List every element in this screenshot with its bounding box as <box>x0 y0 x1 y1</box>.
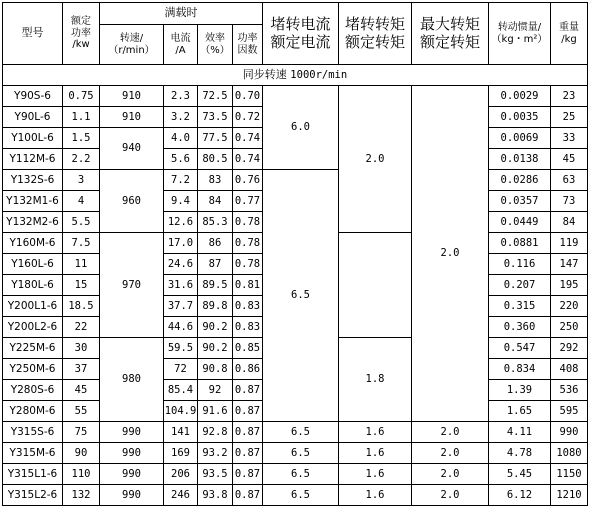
cell-inertia: 0.0029 <box>489 86 551 107</box>
cell-current: 85.4 <box>164 380 198 401</box>
cell-weight: 33 <box>551 128 588 149</box>
cell-weight: 23 <box>551 86 588 107</box>
cell-efficiency: 80.5 <box>198 149 233 170</box>
cell-efficiency: 92.8 <box>198 422 233 443</box>
cell-current: 12.6 <box>164 212 198 233</box>
cell-efficiency: 90.8 <box>198 359 233 380</box>
cell-current: 59.5 <box>164 338 198 359</box>
cell-max-torque: 2.0 <box>412 464 489 485</box>
cell-current: 44.6 <box>164 317 198 338</box>
header-power-factor: 功率 因数 <box>233 25 263 65</box>
cell-efficiency: 93.8 <box>198 485 233 506</box>
cell-power-factor: 0.87 <box>233 443 263 464</box>
cell-stall-torque: 1.6 <box>339 443 412 464</box>
cell-inertia: 0.0035 <box>489 107 551 128</box>
cell-stall-current-merged: 6.0 <box>263 86 339 170</box>
cell-efficiency: 90.2 <box>198 338 233 359</box>
cell-power-factor: 0.83 <box>233 296 263 317</box>
cell-inertia: 0.360 <box>489 317 551 338</box>
cell-inertia: 0.0881 <box>489 233 551 254</box>
cell-max-torque: 2.0 <box>412 443 489 464</box>
cell-power-factor: 0.83 <box>233 317 263 338</box>
cell-power: 2.2 <box>63 149 100 170</box>
cell-current: 2.3 <box>164 86 198 107</box>
cell-speed-merged: 970 <box>100 233 164 338</box>
cell-speed: 990 <box>100 464 164 485</box>
cell-current: 24.6 <box>164 254 198 275</box>
cell-weight: 408 <box>551 359 588 380</box>
section-row <box>3 65 588 86</box>
cell-efficiency: 91.6 <box>198 401 233 422</box>
cell-inertia: 0.0449 <box>489 212 551 233</box>
cell-power-factor: 0.74 <box>233 149 263 170</box>
cell-power-factor: 0.85 <box>233 338 263 359</box>
cell-stall-torque-blank <box>339 233 412 338</box>
cell-power: 3 <box>63 170 100 191</box>
cell-model: Y315L1-6 <box>3 464 63 485</box>
cell-efficiency: 73.5 <box>198 107 233 128</box>
cell-speed: 990 <box>100 422 164 443</box>
table-row <box>3 86 588 107</box>
cell-model: Y315L2-6 <box>3 485 63 506</box>
cell-current: 9.4 <box>164 191 198 212</box>
cell-efficiency: 85.3 <box>198 212 233 233</box>
cell-efficiency: 83 <box>198 170 233 191</box>
cell-current: 169 <box>164 443 198 464</box>
cell-stall-current-merged: 6.5 <box>263 170 339 422</box>
cell-power: 22 <box>63 317 100 338</box>
cell-power: 45 <box>63 380 100 401</box>
table-row <box>3 170 588 191</box>
cell-model: Y280M-6 <box>3 401 63 422</box>
cell-power: 110 <box>63 464 100 485</box>
cell-current: 4.0 <box>164 128 198 149</box>
cell-efficiency: 93.5 <box>198 464 233 485</box>
cell-stall-torque: 1.6 <box>339 422 412 443</box>
cell-weight: 73 <box>551 191 588 212</box>
cell-weight: 220 <box>551 296 588 317</box>
cell-stall-torque-merged: 2.0 <box>339 86 412 233</box>
cell-power-factor: 0.78 <box>233 254 263 275</box>
table-row <box>3 464 588 485</box>
cell-current: 72 <box>164 359 198 380</box>
cell-power-factor: 0.87 <box>233 380 263 401</box>
cell-current: 3.2 <box>164 107 198 128</box>
cell-efficiency: 87 <box>198 254 233 275</box>
cell-current: 141 <box>164 422 198 443</box>
cell-model: Y132M2-6 <box>3 212 63 233</box>
cell-inertia: 0.315 <box>489 296 551 317</box>
cell-weight: 1080 <box>551 443 588 464</box>
cell-stall-torque-merged: 1.8 <box>339 338 412 422</box>
cell-efficiency: 84 <box>198 191 233 212</box>
cell-current: 246 <box>164 485 198 506</box>
cell-efficiency: 89.5 <box>198 275 233 296</box>
cell-speed-merged: 980 <box>100 338 164 422</box>
cell-power-factor: 0.76 <box>233 170 263 191</box>
cell-efficiency: 89.8 <box>198 296 233 317</box>
cell-power: 90 <box>63 443 100 464</box>
cell-weight: 147 <box>551 254 588 275</box>
cell-power-factor: 0.81 <box>233 275 263 296</box>
cell-inertia: 6.12 <box>489 485 551 506</box>
cell-inertia: 0.0357 <box>489 191 551 212</box>
cell-stall-torque: 1.6 <box>339 485 412 506</box>
cell-power: 4 <box>63 191 100 212</box>
cell-inertia: 0.0138 <box>489 149 551 170</box>
cell-model: Y315M-6 <box>3 443 63 464</box>
cell-power: 18.5 <box>63 296 100 317</box>
cell-inertia: 1.65 <box>489 401 551 422</box>
cell-max-torque: 2.0 <box>412 485 489 506</box>
cell-model: Y315S-6 <box>3 422 63 443</box>
cell-inertia: 0.547 <box>489 338 551 359</box>
cell-power-factor: 0.70 <box>233 86 263 107</box>
cell-power-factor: 0.87 <box>233 401 263 422</box>
cell-model: Y160M-6 <box>3 233 63 254</box>
cell-power: 75 <box>63 422 100 443</box>
header-speed: 转速/ （r/min） <box>100 25 164 65</box>
cell-power: 0.75 <box>63 86 100 107</box>
cell-efficiency: 86 <box>198 233 233 254</box>
cell-model: Y225M-6 <box>3 338 63 359</box>
header-max-torque-ratio: 最大转矩 额定转矩 <box>412 3 489 65</box>
cell-weight: 1210 <box>551 485 588 506</box>
cell-inertia: 0.834 <box>489 359 551 380</box>
cell-power: 15 <box>63 275 100 296</box>
cell-inertia: 4.11 <box>489 422 551 443</box>
header-rated-power: 额定 功率 /kw <box>63 3 100 65</box>
cell-stall-torque: 1.6 <box>339 464 412 485</box>
cell-weight: 1150 <box>551 464 588 485</box>
cell-weight: 195 <box>551 275 588 296</box>
cell-current: 31.6 <box>164 275 198 296</box>
cell-power-factor: 0.77 <box>233 191 263 212</box>
header-stall-torque-ratio: 堵转转矩 额定转矩 <box>339 3 412 65</box>
cell-speed: 990 <box>100 443 164 464</box>
cell-power: 55 <box>63 401 100 422</box>
cell-efficiency: 77.5 <box>198 128 233 149</box>
cell-weight: 595 <box>551 401 588 422</box>
cell-speed: 910 <box>100 86 164 107</box>
cell-model: Y280S-6 <box>3 380 63 401</box>
cell-power-factor: 0.87 <box>233 464 263 485</box>
cell-max-torque-merged: 2.0 <box>412 86 489 422</box>
cell-power-factor: 0.74 <box>233 128 263 149</box>
cell-stall-current: 6.5 <box>263 485 339 506</box>
cell-current: 37.7 <box>164 296 198 317</box>
cell-weight: 250 <box>551 317 588 338</box>
cell-inertia: 0.207 <box>489 275 551 296</box>
header-weight: 重量 /kg <box>551 3 588 65</box>
cell-model: Y132M1-6 <box>3 191 63 212</box>
table-row <box>3 443 588 464</box>
cell-speed-merged: 960 <box>100 170 164 233</box>
cell-model: Y90L-6 <box>3 107 63 128</box>
cell-weight: 25 <box>551 107 588 128</box>
header-full-load: 满载时 <box>100 3 263 25</box>
cell-inertia: 0.116 <box>489 254 551 275</box>
header-efficiency: 效率 （%） <box>198 25 233 65</box>
cell-efficiency: 92 <box>198 380 233 401</box>
cell-power-factor: 0.78 <box>233 212 263 233</box>
header-stall-current-ratio: 堵转电流 额定电流 <box>263 3 339 65</box>
cell-inertia: 0.0286 <box>489 170 551 191</box>
cell-max-torque: 2.0 <box>412 422 489 443</box>
cell-stall-current: 6.5 <box>263 443 339 464</box>
cell-current: 7.2 <box>164 170 198 191</box>
cell-power-factor: 0.78 <box>233 233 263 254</box>
cell-weight: 119 <box>551 233 588 254</box>
cell-power-factor: 0.86 <box>233 359 263 380</box>
cell-model: Y112M-6 <box>3 149 63 170</box>
cell-model: Y100L-6 <box>3 128 63 149</box>
cell-power: 1.1 <box>63 107 100 128</box>
cell-model: Y250M-6 <box>3 359 63 380</box>
cell-power: 1.5 <box>63 128 100 149</box>
cell-inertia: 0.0069 <box>489 128 551 149</box>
cell-stall-current: 6.5 <box>263 464 339 485</box>
cell-current: 17.0 <box>164 233 198 254</box>
cell-speed-merged: 940 <box>100 128 164 170</box>
cell-power: 37 <box>63 359 100 380</box>
cell-power-factor: 0.87 <box>233 485 263 506</box>
cell-power: 132 <box>63 485 100 506</box>
cell-model: Y200L1-6 <box>3 296 63 317</box>
cell-inertia: 4.78 <box>489 443 551 464</box>
header-model: 型号 <box>3 3 63 65</box>
cell-model: Y180L-6 <box>3 275 63 296</box>
cell-weight: 536 <box>551 380 588 401</box>
cell-model: Y160L-6 <box>3 254 63 275</box>
cell-weight: 990 <box>551 422 588 443</box>
header-inertia: 转动惯量/ （kg・m²） <box>489 3 551 65</box>
cell-model: Y132S-6 <box>3 170 63 191</box>
cell-speed: 990 <box>100 485 164 506</box>
cell-power: 7.5 <box>63 233 100 254</box>
header-current: 电流 /A <box>164 25 198 65</box>
cell-inertia: 1.39 <box>489 380 551 401</box>
section-title: 同步转速 1000r/min <box>3 65 588 86</box>
cell-current: 5.6 <box>164 149 198 170</box>
cell-efficiency: 72.5 <box>198 86 233 107</box>
cell-weight: 292 <box>551 338 588 359</box>
table-row <box>3 485 588 506</box>
cell-efficiency: 90.2 <box>198 317 233 338</box>
cell-power: 5.5 <box>63 212 100 233</box>
cell-current: 206 <box>164 464 198 485</box>
cell-power-factor: 0.72 <box>233 107 263 128</box>
cell-power-factor: 0.87 <box>233 422 263 443</box>
cell-power: 30 <box>63 338 100 359</box>
cell-stall-current: 6.5 <box>263 422 339 443</box>
cell-model: Y200L2-6 <box>3 317 63 338</box>
cell-inertia: 5.45 <box>489 464 551 485</box>
motor-spec-table <box>2 2 588 506</box>
cell-weight: 84 <box>551 212 588 233</box>
cell-power: 11 <box>63 254 100 275</box>
cell-weight: 63 <box>551 170 588 191</box>
cell-weight: 45 <box>551 149 588 170</box>
cell-efficiency: 93.2 <box>198 443 233 464</box>
cell-speed: 910 <box>100 107 164 128</box>
table-row <box>3 422 588 443</box>
cell-model: Y90S-6 <box>3 86 63 107</box>
cell-current: 104.9 <box>164 401 198 422</box>
